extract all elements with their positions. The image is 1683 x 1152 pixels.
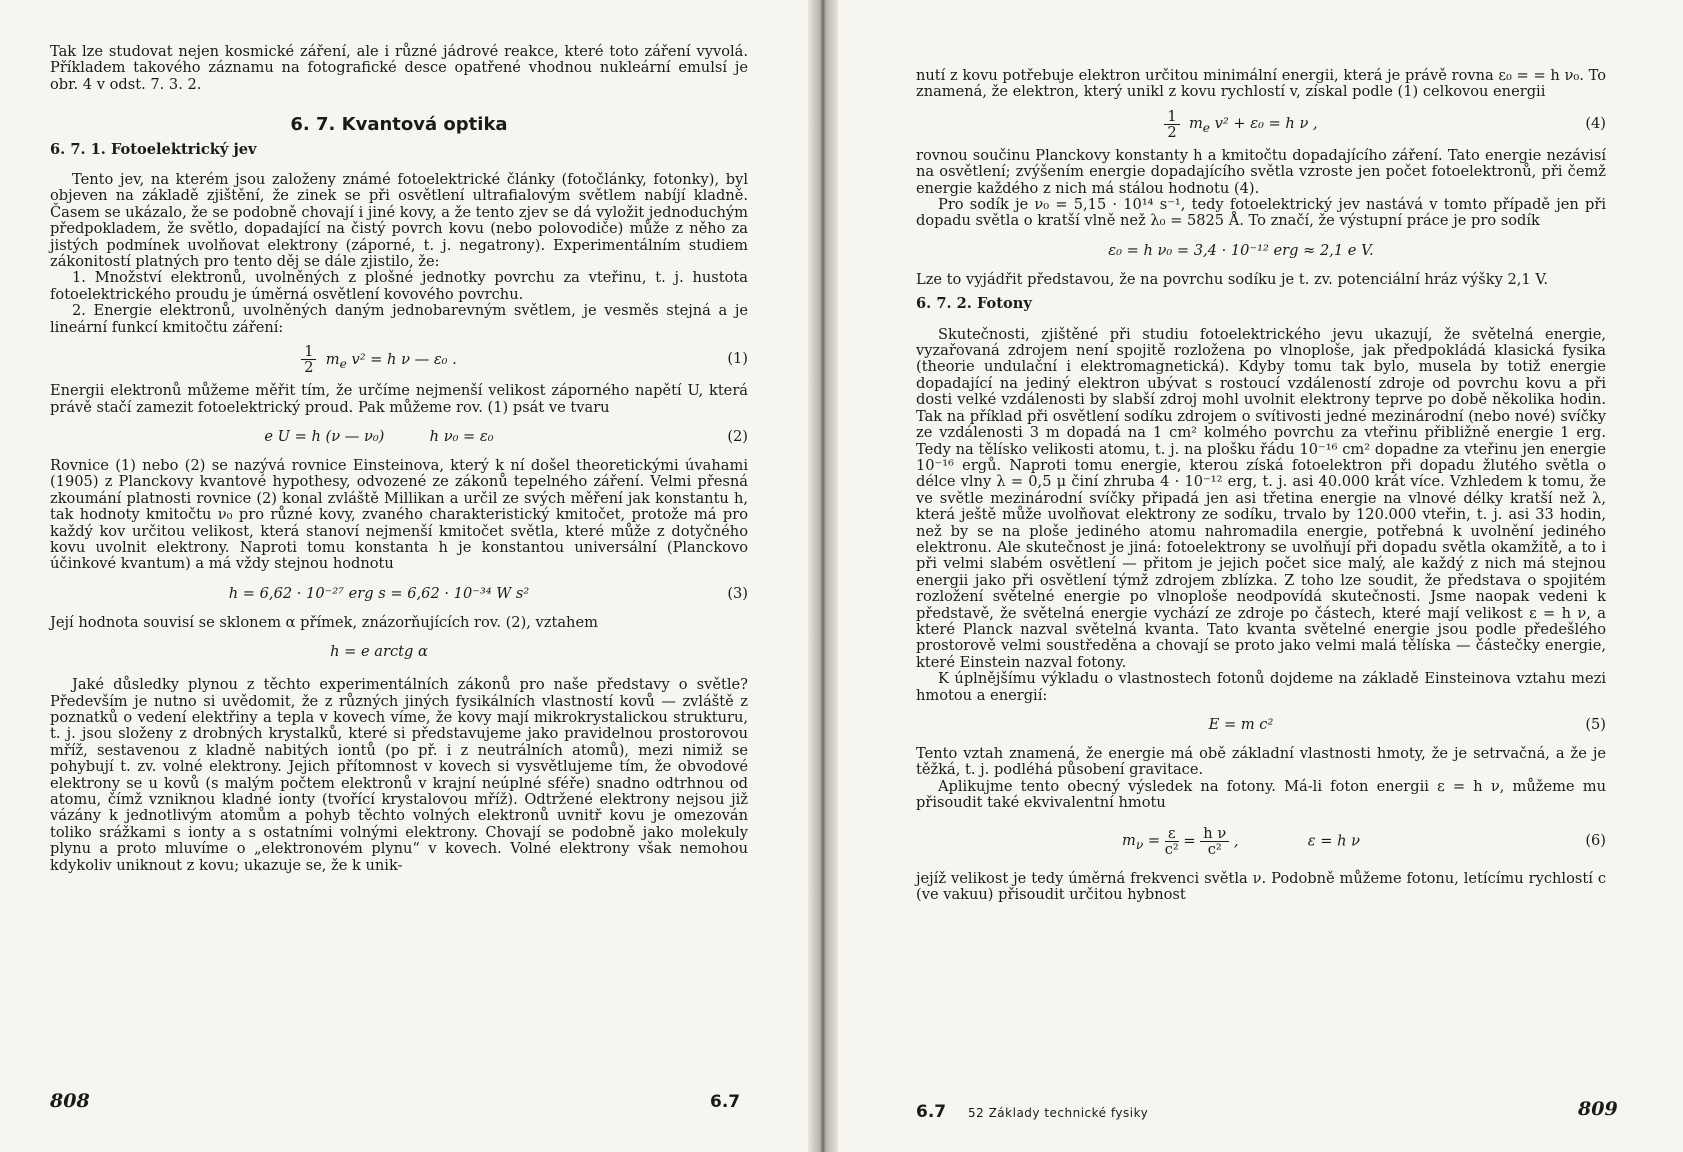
equation-3-body: h = 6,62 · 10⁻²⁷ erg s = 6,62 · 10⁻³⁴ W s² (228, 584, 530, 602)
paragraph-planck-product: rovnou součinu Planckovy konstanty h a kmitočtu dopadajícího záření. Tato energie nezávisí na osvětlení; zvýšením energie dopadajícího světla vzroste jen počet fotoelektronů, při čemž energie každého z nich má stálou hodnotu (4). (916, 146, 1606, 197)
equation-2-number: (2) (727, 427, 748, 445)
left-page (0, 0, 808, 1152)
left-text-column (50, 44, 748, 874)
paragraph-consequences: Jaké důsledky plynou z těchto experimentálních zákonů pro naše představy o světle? Především je nutno si uvědomit, že z různých jiných fysikálních vlastností kovů — zvláště z poznatků o vedení elektřiny a tepla v kovech víme, že kovy mají mikrokrystalickou strukturu, t. j. jsou složeny z drobných krystalků, které si představujeme jako pravidelnou prostorovou mříž, sestavenou z kladně nabitých iontů (po př. i z neutrálních atomů), mezi nimiž se pohybují t. zv. volné elektrony. Jejich přítomnost v kovech si vysvětlujeme tím, že obvodové elektrony se u kovů (s malým počtem elektronů v krajní neúplné sféře) snadno odtrhnou od atomu, čímž vzniknou kladné ionty (tvořící krystalovou mříž). Odtržené elektrony nejsou již vázány k jednotlivým atomům a pohyb těchto volných elektronů uvnitř kovu je omezován toliko srážkami s ionty a s ostatními volnými elektrony. Chovají se podobně jako molekuly plynu a proto mluvíme o „elektronovém plynu“ v kovech. Volné elektrony však nemohou kdykoliv uniknout z kovu; ukazuje se, že k unik- (50, 676, 748, 874)
equation-3 (50, 581, 748, 607)
equation-arctg (50, 639, 748, 665)
paragraph-sodium: Pro sodík je ν₀ = 5,15 · 10¹⁴ s⁻¹, tedy fotoelektrický jev nastává v tomto případě jen při dopadu světla o kratší vlně než λ₀ = 5825 Å. To značí, že výstupní práce je pro sodík (916, 196, 1606, 230)
left-section-marker: 6.7 (710, 1092, 741, 1112)
right-page (838, 0, 1683, 1152)
paragraph-potential-barrier: Lze to vyjádřit představou, že na povrchu sodíku je t. zv. potenciální hráz výšky 2,1 V. (916, 270, 1548, 288)
equation-2-part-b: h ν₀ = ε₀ (429, 427, 494, 445)
equation-5-number: (5) (1585, 715, 1606, 733)
intro-paragraph: Tak lze studovat nejen kosmické záření, ale i různé jádrové reakce, které toto záření vyvolá. Příkladem takového záznamu na fotografické desce opatřené vhodnou nukleární emulsí je obr. 4 v odst. 7. 3. 2. (50, 43, 748, 93)
chapter-title: 6. 7. Kvantová optika (290, 114, 508, 136)
printer-signature: 52 Základy technické fysiky (968, 1106, 1149, 1120)
paragraph-inertia-gravity: Tento vztah znamená, že energie má obě základní vlastnosti hmoty, že je setrvačná, a že je těžká, t. j. podléhá působení gravitace. (916, 745, 1606, 779)
book-gutter (808, 0, 838, 1152)
equation-5-body: E = m c² (1208, 715, 1274, 733)
right-text-column (916, 68, 1606, 903)
left-page-number: 808 (50, 1090, 90, 1112)
equation-6: $m_\nu$ = $\frac{\varepsilon}{\text{c²}}$ = $\frac{\text{h ν}}{\text{c²}}$ , ε = h ν (6) (1121, 824, 1606, 858)
equation-sodium (916, 238, 1606, 264)
equation-4: $\frac{1}{2}$ $m_e$ v² + ε₀ = h ν , (4) (916, 109, 1606, 140)
equation-3-number: (3) (727, 584, 748, 602)
list-item-2: 2. Energie elektronů, uvolněných daným jednobarevným světlem, je vesměs stejná a je lineární funkcí kmitočtu záření: (50, 302, 748, 336)
paragraph-slope-relation: Její hodnota souvisí se sklonem α přímek, znázorňujících rov. (2), vztahem (50, 613, 598, 631)
right-page-number: 809 (1578, 1098, 1618, 1120)
list-item-1: 1. Množství elektronů, uvolněných z plošné jednotky povrchu za vteřinu, t. j. hustota fotoelektrického proudu je úměrná osvětlení kovového povrchu. (50, 269, 748, 303)
paragraph-photons: Skutečnosti, zjištěné při studiu fotoelektrického jevu ukazují, že světelná energie, vyzařovaná zdrojem není spojitě rozložena po vlnoploše, jak předpokládá klasická fysika (theorie undulační i elektromagnetická). Kdyby tomu tak bylo, musela by totiž energie dopadající na jediný elektron ubývat s rostoucí vzdáleností zdroje od povrchu kovu a při dosti velké vzdálenosti by slabší zdroj mohl uvolnit elektrony teprve po době několika hodin. Tak na příklad při osvětlení sodíku zdrojem o svítivosti jedné mezinárodní (nebo nové) svíčky ze vzdálenosti 3 m dopadá na 1 cm² kolmého povrchu za vteřinu přibližně energie 1 erg. Tedy na tělísko velikosti atomu, t. j. na plošku řádu 10⁻¹⁶ cm² dopadne za vteřinu jen energie 10⁻¹⁶ ergů. Naproti tomu energie, kterou získá fotoelektron při dopadu žlutého světla o délce vlny λ = 0,5 μ činí zhruba 4 · 10⁻¹² erg, t. j. asi 40.000 krát více. Vzhledem k tomu, že ve světle mezinárodní svíčky připadá jen asi třetina energie na vlnové délky kratší než λ, která ještě může uvolňovat elektrony ze sodíku, trvalo by 120.000 vteřin, t. j. asi 33 hodin, než by se na ploše jediného atomu nahromadila energie, potřebná k uvolnění jediného elektronu. Ale skutečnost je jiná: fotoelektrony se uvolňují při dopadu světla okamžitě, a to i při velmi slabém osvětlení — přitom je jejich počet sice malý, ale každý z nich má stejnou energii jako při osvětlení týmž zdrojem zblízka. Z toho lze soudit, že představa o spojitém rozložení světelné energie po vlnoploše neodpovídá skutečnosti. Jsme naopak vedeni k představě, že světelná energie vychází ze zdroje po částech, které mají velikost ε = h ν, a které Planck nazval světelná kvanta. Tato kvanta světelné energie jsou podle předešlého prostorově velmi soustředěna a chovají se proto jako velmi malá tělíska — částečky energie, které Einstein nazval fotony. (916, 325, 1606, 671)
section-title-photoelectric: 6. 7. 1. Fotoelektrický jev (50, 140, 257, 158)
equation-4-number: (4) (1585, 115, 1606, 133)
paragraph-photoelectric-intro: Tento jev, na kterém jsou založeny známé fotoelektrické články (fotočlánky, fotonky), byl objeven na základě zjištění, že zinek se při osvětlení ultrafialovým světlem nabíjí kladně. Časem se ukázalo, že se podobně chovají i jiné kovy, a že tento zjev se dá vyložit jednoduchým předpokladem, že světlo, dopadající na čistý povrch kovu (nebo polovodiče) může z něho za jistých podmínek uvolňovat elektrony (záporné, t. j. negatrony). Experimentálním studiem zákonitostí platných pro tento děj se dále zjistilo, že: (50, 171, 748, 271)
equation-2-part-a: e U = h (ν — ν₀) (264, 427, 385, 445)
equation-arctg-body: h = e arctg α (330, 642, 428, 660)
paragraph-work-function: nutí z kovu potřebuje elektron určitou minimální energii, která je právě rovna ε₀ = = h ν₀. To znamená, že elektron, který unikl z kovu rychlostí v, získal podle (1) celkovou energii (916, 67, 1606, 101)
equation-1-number: (1) (727, 350, 748, 368)
equation-1: $\frac{1}{2}$ $m_e$ v² = h ν — ε₀ . (1) (50, 344, 748, 375)
paragraph-einstein-mass-energy: K úplnějšímu výkladu o vlastnostech fotonů dojdeme na základě Einsteinova vztahu mezi hmotou a energií: (916, 670, 1606, 704)
paragraph-einstein-equation: Rovnice (1) nebo (2) se nazývá rovnice Einsteinova, který k ní došel theoretickými úvahami (1905) z Planckovy kvantové hypothesy, odvozené ze zákonů tepelného záření. Velmi přesná zkoumání platnosti rovnice (2) konal zvláště Millikan a určil ze svých měření jak konstantu h, tak hodnoty kmitočtu ν₀ pro různé kovy, zvaného charakteristický kmitočet, protože má pro každý kov určitou velikost, která stanoví nejmenší kmitočet světla, které může z dotyčného kovu uvolnit elektrony. Naproti tomu konstanta h je konstantou universální (Planckovo účinkové kvantum) a má vždy stejnou hodnotu (50, 456, 748, 573)
equation-sodium-body: ε₀ = h ν₀ = 3,4 · 10⁻¹² erg ≈ 2,1 e V. (1108, 241, 1374, 259)
section-title-photons: 6. 7. 2. Fotony (916, 295, 1032, 313)
equation-5 (916, 712, 1606, 738)
equation-6-number: (6) (1585, 831, 1606, 849)
paragraph-photon-mass: Aplikujme tento obecný výsledek na fotony. Má-li foton energii ε = h ν, můžeme mu přisoudit také ekvivalentní hmotu (916, 777, 1606, 812)
right-section-marker: 6.7 (916, 1102, 947, 1122)
paragraph-photon-momentum: jejíž velikost je tedy úměrná frekvenci světla ν. Podobně můžeme fotonu, letícímu rychlostí c (ve vakuu) přisoudit určitou hybnost (916, 869, 1606, 904)
equation-2 (50, 424, 748, 450)
paragraph-measurement: Energii elektronů můžeme měřit tím, že určíme nejmenší velikost záporného napětí U, která právě stačí zamezit fotoelektrický proud. Pak můžeme rov. (1) psát ve tvaru (50, 382, 748, 416)
